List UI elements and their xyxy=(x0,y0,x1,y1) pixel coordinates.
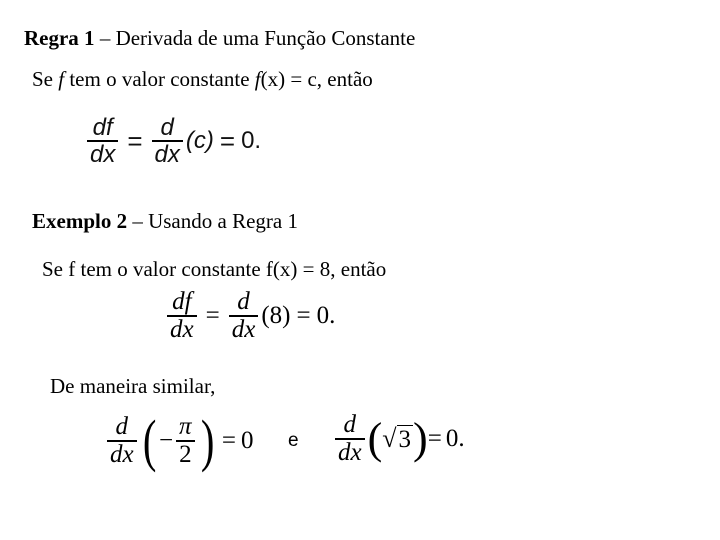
denominator-dx: dx xyxy=(110,441,134,468)
left-paren: ( xyxy=(367,414,383,464)
rule1-title-rest: – Derivada de uma Função Constante xyxy=(94,26,416,50)
example2-title xyxy=(32,209,298,234)
equation-pi xyxy=(104,408,254,473)
rule1-title xyxy=(24,26,415,51)
equals-sign: = xyxy=(219,125,236,156)
radical-sign: √ xyxy=(382,424,397,454)
numerator-d: d xyxy=(115,412,129,440)
equation-rule1 xyxy=(84,115,261,167)
numerator-df: df xyxy=(172,288,192,315)
rule1-title-bold: Regra 1 xyxy=(24,26,95,50)
denominator-2: 2 xyxy=(179,441,192,468)
rule1-statement xyxy=(32,67,373,92)
fraction-d-dx xyxy=(335,412,365,467)
fraction-d-dx xyxy=(107,414,137,469)
rule1-statement-fx-f: f xyxy=(254,67,261,91)
equation-example2 xyxy=(164,289,335,344)
fraction-d-dx xyxy=(152,115,183,167)
similarly-text: De maneira similar, xyxy=(50,374,216,398)
rule1-statement-fx-x: (x) xyxy=(260,67,286,91)
denominator-dx: dx xyxy=(338,439,362,467)
denominator-dx: dx xyxy=(90,141,116,169)
argument-c: (c) xyxy=(185,127,214,155)
conjunction-e: e xyxy=(288,430,299,451)
equals-sign: = xyxy=(127,125,143,156)
rule1-statement-c: = c, então xyxy=(285,67,373,91)
numerator-d: d xyxy=(160,114,174,141)
numerator-df: df xyxy=(92,114,113,141)
equals-sign: = xyxy=(205,302,220,330)
denominator-dx: dx xyxy=(231,316,256,344)
rule1-statement-b: tem o valor constante xyxy=(64,67,255,91)
denominator-dx: dx xyxy=(154,141,180,169)
rule1-statement-a: Se xyxy=(32,67,59,91)
minus-sign: − xyxy=(158,427,174,454)
radicand-3: 3 xyxy=(398,426,412,454)
numerator-d: d xyxy=(237,288,250,315)
equation-sqrt3 xyxy=(332,412,465,467)
result-zero: 0. xyxy=(316,302,336,330)
result-zero: 0. xyxy=(241,127,262,155)
result-zero: 0 xyxy=(241,427,254,454)
example2-title-bold: Exemplo 2 xyxy=(32,209,128,233)
example2-statement: Se f tem o valor constante f(x) = 8, então xyxy=(42,257,387,281)
right-paren: ) xyxy=(200,408,215,473)
equals-sign: = xyxy=(427,425,442,453)
equals-sign: = xyxy=(296,302,311,330)
square-root xyxy=(382,424,413,454)
fraction-df-dx xyxy=(167,289,197,344)
rule1-statement-f: f xyxy=(58,67,65,91)
numerator-pi: π xyxy=(179,412,192,440)
fraction-pi-2 xyxy=(176,414,195,469)
fraction-d-dx xyxy=(229,289,259,344)
numerator-d: d xyxy=(343,411,357,438)
denominator-dx: dx xyxy=(170,316,194,344)
fraction-df-dx xyxy=(87,115,118,167)
example2-title-rest: – Usando a Regra 1 xyxy=(127,209,298,233)
equals-sign: = xyxy=(221,427,237,454)
right-paren: ) xyxy=(413,414,428,464)
left-paren: ( xyxy=(142,408,157,473)
argument-8: (8) xyxy=(261,302,291,330)
result-zero: 0. xyxy=(445,425,465,453)
